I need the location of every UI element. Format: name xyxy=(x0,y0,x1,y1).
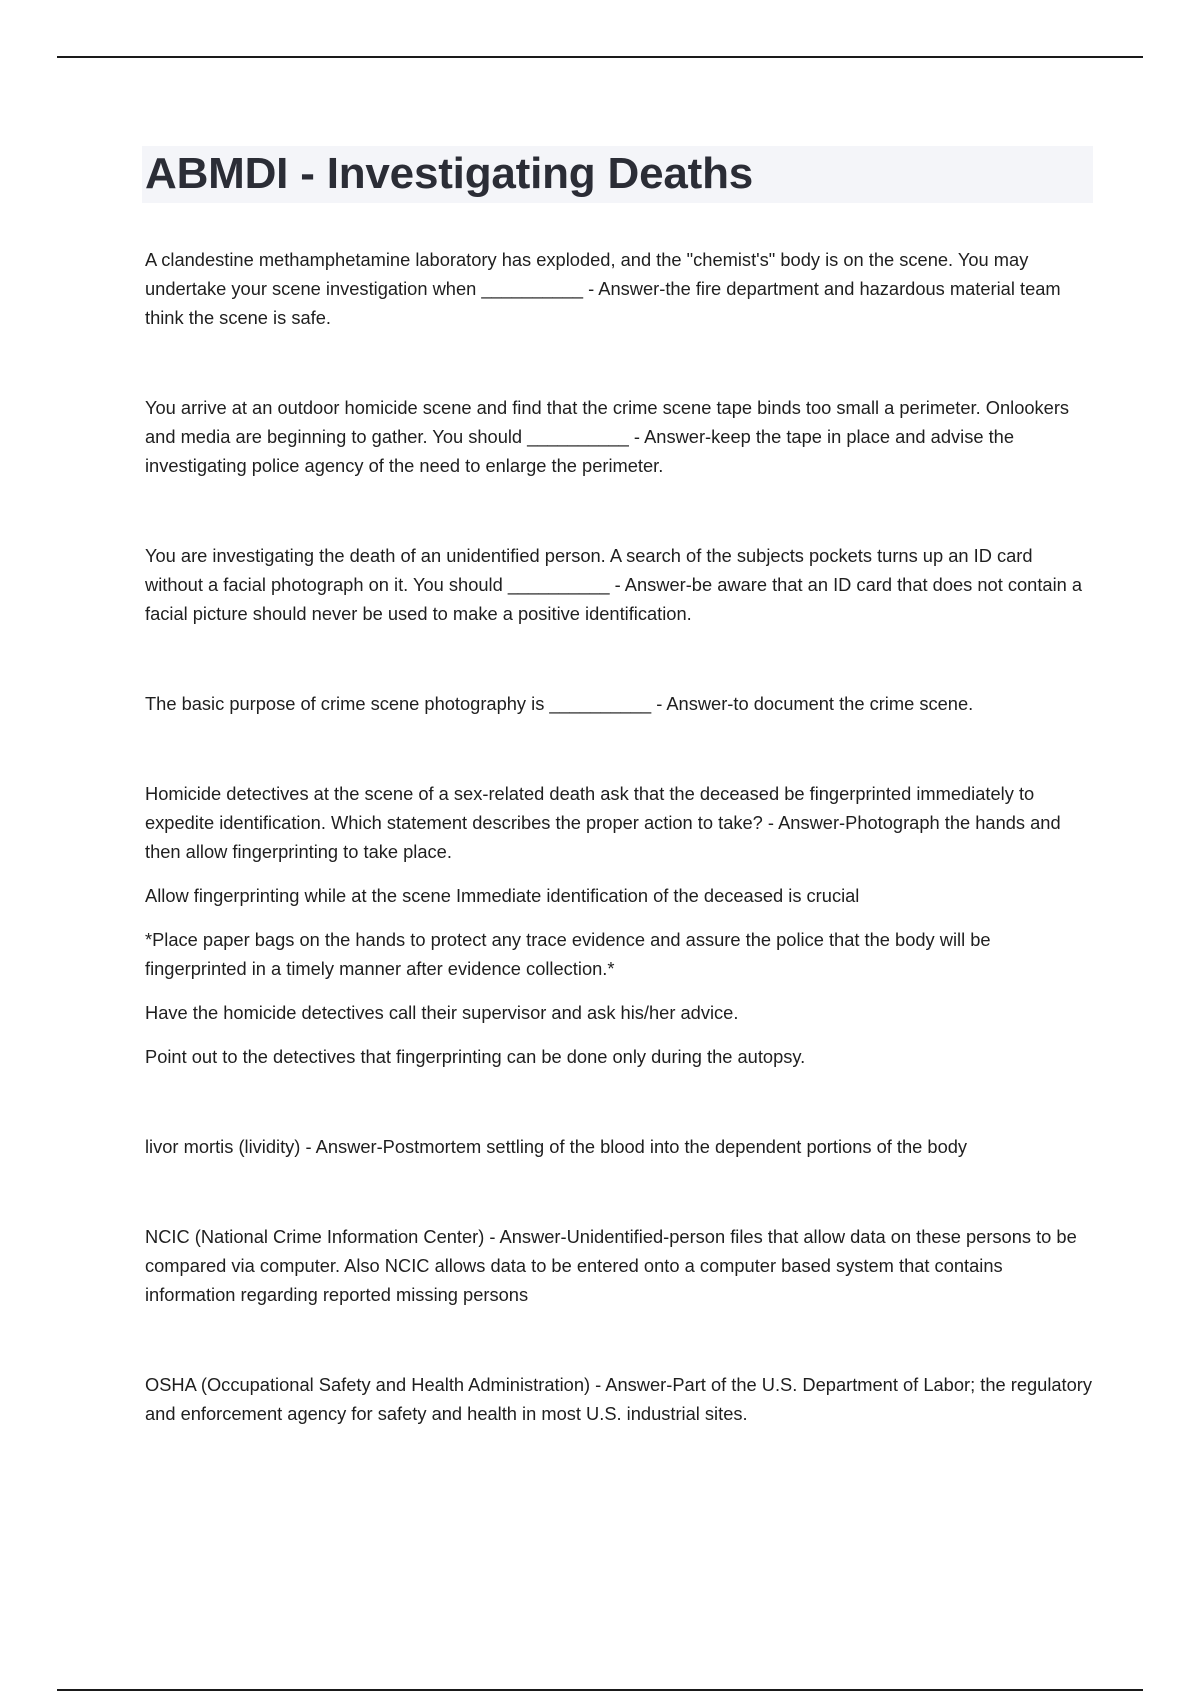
answer-option: *Place paper bags on the hands to protect any trace evidence and assure the police that the body will be fingerprinted in a timely manner after evidence collection.* xyxy=(145,929,991,979)
flashcard-text: livor mortis (lividity) - Answer-Postmortem settling of the blood into the dependent portions of the body xyxy=(145,1136,968,1157)
flashcard-text: OSHA (Occupational Safety and Health Administration) - Answer-Part of the U.S. Department of Labor; the regulatory and enforcement agency for safety and health in most U.S. industrial sites. xyxy=(145,1374,1093,1424)
flashcard xyxy=(145,393,1093,480)
top-rule xyxy=(57,56,1143,58)
bottom-rule xyxy=(57,1689,1143,1691)
flashcard xyxy=(145,1370,1093,1428)
flashcard xyxy=(145,779,1093,1071)
flashcard-list xyxy=(145,245,1093,1428)
flashcard-text: The basic purpose of crime scene photography is __________ - Answer-to document the crime scene. xyxy=(145,693,974,714)
flashcard xyxy=(145,689,1093,718)
flashcard xyxy=(145,245,1093,332)
answer-option: Have the homicide detectives call their supervisor and ask his/her advice. xyxy=(145,1002,739,1023)
document-body xyxy=(145,146,1093,1428)
flashcard-text: You arrive at an outdoor homicide scene and find that the crime scene tape binds too small a perimeter. Onlookers and media are beginning to gather. You should __________ - Answer-keep the tape in place and advise the investigating police agency of the need to enlarge the perimeter. xyxy=(145,397,1070,476)
flashcard xyxy=(145,1132,1093,1161)
title-bar xyxy=(142,146,1093,203)
flashcard xyxy=(145,1222,1093,1309)
page-title: ABMDI - Investigating Deaths xyxy=(145,149,754,198)
flashcard xyxy=(145,541,1093,628)
answer-option: Point out to the detectives that fingerprinting can be done only during the autopsy. xyxy=(145,1046,806,1067)
flashcard-text: Homicide detectives at the scene of a sex-related death ask that the deceased be fingerprinted immediately to expedite identification. Which statement describes the proper action to take? - Answer-Photograph the hands and then allow fingerprinting to take place. xyxy=(145,783,1061,862)
flashcard-text: NCIC (National Crime Information Center) - Answer-Unidentified-person files that allow data on these persons to be compared via computer. Also NCIC allows data to be entered onto a computer based system that contains information regarding reported missing persons xyxy=(145,1226,1077,1305)
flashcard-text: A clandestine methamphetamine laboratory has exploded, and the "chemist's" body is on the scene. You may undertake your scene investigation when __________ - Answer-the fire department and hazardous material team think the scene is safe. xyxy=(145,249,1061,328)
flashcard-text: You are investigating the death of an unidentified person. A search of the subjects pockets turns up an ID card without a facial photograph on it. You should __________ - Answer-be aware that an ID card that does not contain a facial picture should never be used to make a positive identification. xyxy=(145,545,1083,624)
answer-option: Allow fingerprinting while at the scene Immediate identification of the deceased is crucial xyxy=(145,885,860,906)
